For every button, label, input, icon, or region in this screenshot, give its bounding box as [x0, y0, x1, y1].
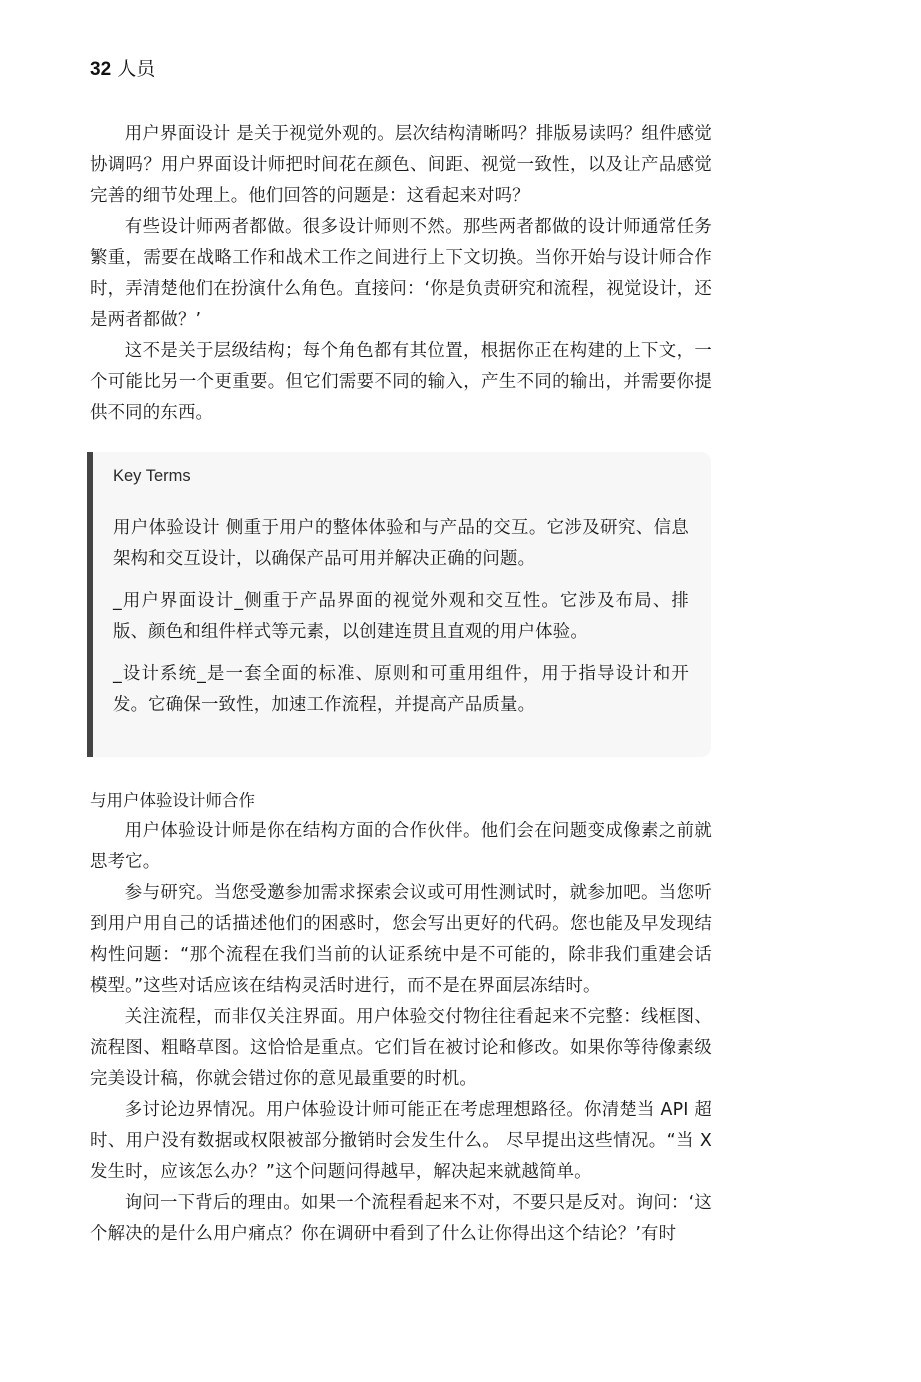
paragraph-not-hierarchy: 这不是关于层级结构；每个角色都有其位置，根据你正在构建的上下文，一个可能比另一个更重要。但它们需要不同的输入，产生不同的输出，并需要你提供不同的东西。 [90, 341, 712, 423]
definition-ui-design: _用户界面设计_侧重于产品界面的视觉外观和交互性。它涉及布局、排版、颜色和组件样式等元素，以创建连贯且直观的用户体验。 [113, 591, 689, 642]
paragraph-focus-flow: 关注流程，而非仅关注界面。用户体验交付物往往看起来不完整：线框图、流程图、粗略草图。这恰恰是重点。它们旨在被讨论和修改。如果你等待像素级完美设计稿，你就会错过你的意见最重要的时机。 [90, 1007, 712, 1089]
key-terms-title: Key Terms [113, 467, 191, 485]
paragraph-join-research: 参与研究。当您受邀参加需求探索会议或可用性测试时，就参加吧。当您听到用户用自己的话描述他们的困惑时，您会写出更好的代码。您也能及早发现结构性问题：“那个流程在我们当前的认证系统中是不可能的，除非我们重建会话模型。”这些对话应该在结构灵活时进行，而不是在界面层冻结时。 [90, 883, 712, 996]
paragraph-ui-design: 用户界面设计 是关于视觉外观的。层次结构清晰吗？排版易读吗？组件感觉协调吗？用户界面设计师把时间花在颜色、间距、视觉一致性，以及让产品感觉完善的细节处理上。他们回答的问题是：这看起来对吗？ [90, 124, 712, 206]
intro-section [90, 119, 712, 429]
ux-collaboration-section [90, 786, 712, 1250]
section-heading: 与用户体验设计师合作 [90, 791, 255, 810]
paragraph-edge-cases: 多讨论边界情况。用户体验设计师可能正在考虑理想路径。你清楚当 API 超时、用户没有数据或权限被部分撤销时会发生什么。 尽早提出这些情况。“当 X 发生时，应该怎么办？”这个问题问得越早，解决起来就越简单。 [90, 1100, 712, 1182]
key-terms-callout [87, 452, 711, 757]
paragraph-ux-partner: 用户体验设计师是你在结构方面的合作伙伴。他们会在问题变成像素之前就思考它。 [90, 821, 712, 872]
paragraph-both-roles: 有些设计师两者都做。很多设计师则不然。那些两者都做的设计师通常任务繁重，需要在战略工作和战术工作之间进行上下文切换。当你开始与设计师合作时，弄清楚他们在扮演什么角色。直接问：‘你是负责研究和流程，视觉设计，还是两者都做？’ [90, 217, 712, 330]
definition-ux-design: 用户体验设计 侧重于用户的整体体验和与产品的交互。它涉及研究、信息架构和交互设计，以确保产品可用并解决正确的问题。 [113, 518, 689, 569]
page-number: 32 [90, 59, 112, 80]
definition-design-system: _设计系统_是一套全面的标准、原则和可重用组件，用于指导设计和开发。它确保一致性，加速工作流程，并提高产品质量。 [113, 664, 689, 715]
running-head [90, 56, 155, 83]
paragraph-ask-reasoning: 询问一下背后的理由。如果一个流程看起来不对，不要只是反对。询问：‘这个解决的是什么用户痛点？你在调研中看到了什么让你得出这个结论？’有时 [90, 1193, 712, 1244]
chapter-title: 人员 [117, 58, 156, 80]
